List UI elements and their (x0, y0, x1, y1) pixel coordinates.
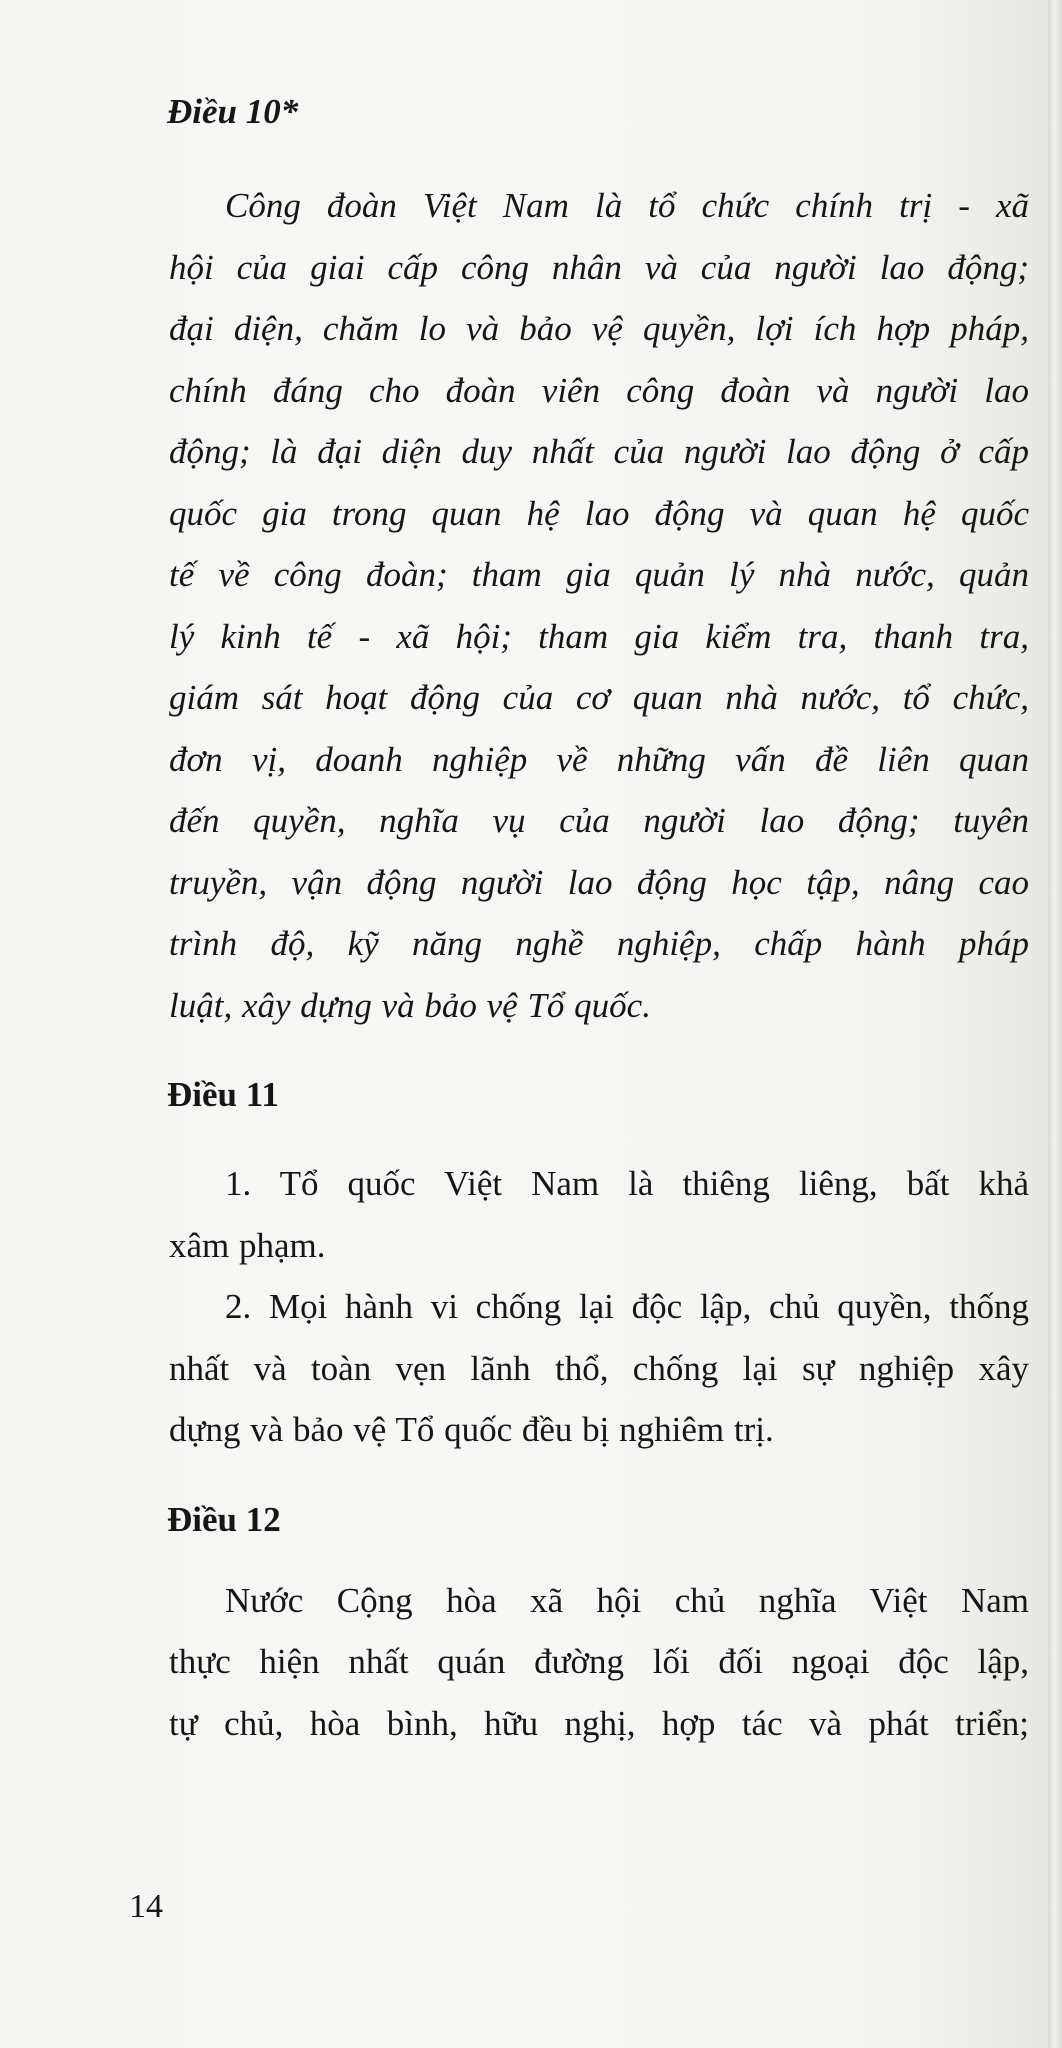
article-12-line-3: tự chủ, hòa bình, hữu nghị, hợp tác và phát triển; (169, 1703, 1029, 1743)
article-10-line-14: luật, xây dựng và bảo vệ Tổ quốc. (169, 985, 651, 1025)
article-10-paragraph (113, 175, 1029, 1036)
article-10-line-9: giám sát hoạt động của cơ quan nhà nước, tổ chức, (169, 678, 1029, 717)
article-12-line-2: thực hiện nhất quán đường lối đối ngoại độc lập, (169, 1642, 1029, 1681)
article-11-clause-1 (113, 1153, 1029, 1276)
article-11-clause-2-line-3: dựng và bảo vệ Tổ quốc đều bị nghiêm trị. (169, 1410, 774, 1449)
article-10-line-11: đến quyền, nghĩa vụ của người lao động; tuyên (169, 801, 1029, 840)
article-10-line-5: động; là đại diện duy nhất của người lao động ở cấp (169, 432, 1029, 471)
article-10-line-2: hội của giai cấp công nhân và của người lao động; (169, 247, 1029, 287)
article-11-clause-1-line-1: 1. Tổ quốc Việt Nam là thiêng liêng, bất khả (225, 1164, 1029, 1203)
article-11-clause-2-line-2: nhất và toàn vẹn lãnh thổ, chống lại sự nghiệp xây (169, 1348, 1029, 1388)
article-10-line-6: quốc gia trong quan hệ lao động và quan hệ quốc (169, 493, 1029, 533)
article-10-heading: Điều 10* (167, 92, 299, 131)
page-edge-shadow (1048, 0, 1062, 2048)
article-10-line-3: đại diện, chăm lo và bảo vệ quyền, lợi ích hợp pháp, (169, 309, 1029, 348)
article-10-line-4: chính đáng cho đoàn viên công đoàn và người lao (169, 370, 1029, 410)
article-12-heading: Điều 12 (167, 1499, 281, 1539)
article-10-line-10: đơn vị, doanh nghiệp về những vấn đề liên quan (169, 739, 1029, 779)
article-11-clause-2-line-1: 2. Mọi hành vi chống lại độc lập, chủ quyền, thống (225, 1287, 1029, 1326)
article-10-line-1: Công đoàn Việt Nam là tổ chức chính trị - xã (225, 186, 1029, 225)
article-11-clause-1-line-2: xâm phạm. (169, 1225, 326, 1265)
article-11-heading: Điều 11 (167, 1075, 279, 1114)
page-number: 14 (129, 1888, 163, 1925)
article-10-line-13: trình độ, kỹ năng nghề nghiệp, chấp hành pháp (169, 924, 1029, 963)
article-10-line-8: lý kinh tế - xã hội; tham gia kiểm tra, thanh tra, (169, 616, 1029, 656)
page-content (113, 88, 1029, 1754)
article-10-line-12: truyền, vận động người lao động học tập, nâng cao (169, 862, 1029, 902)
article-10-line-7: tế về công đoàn; tham gia quản lý nhà nước, quản (169, 555, 1029, 594)
article-12-paragraph (113, 1570, 1029, 1755)
article-11-clause-2 (113, 1276, 1029, 1461)
article-12-line-1: Nước Cộng hòa xã hội chủ nghĩa Việt Nam (225, 1580, 1029, 1620)
